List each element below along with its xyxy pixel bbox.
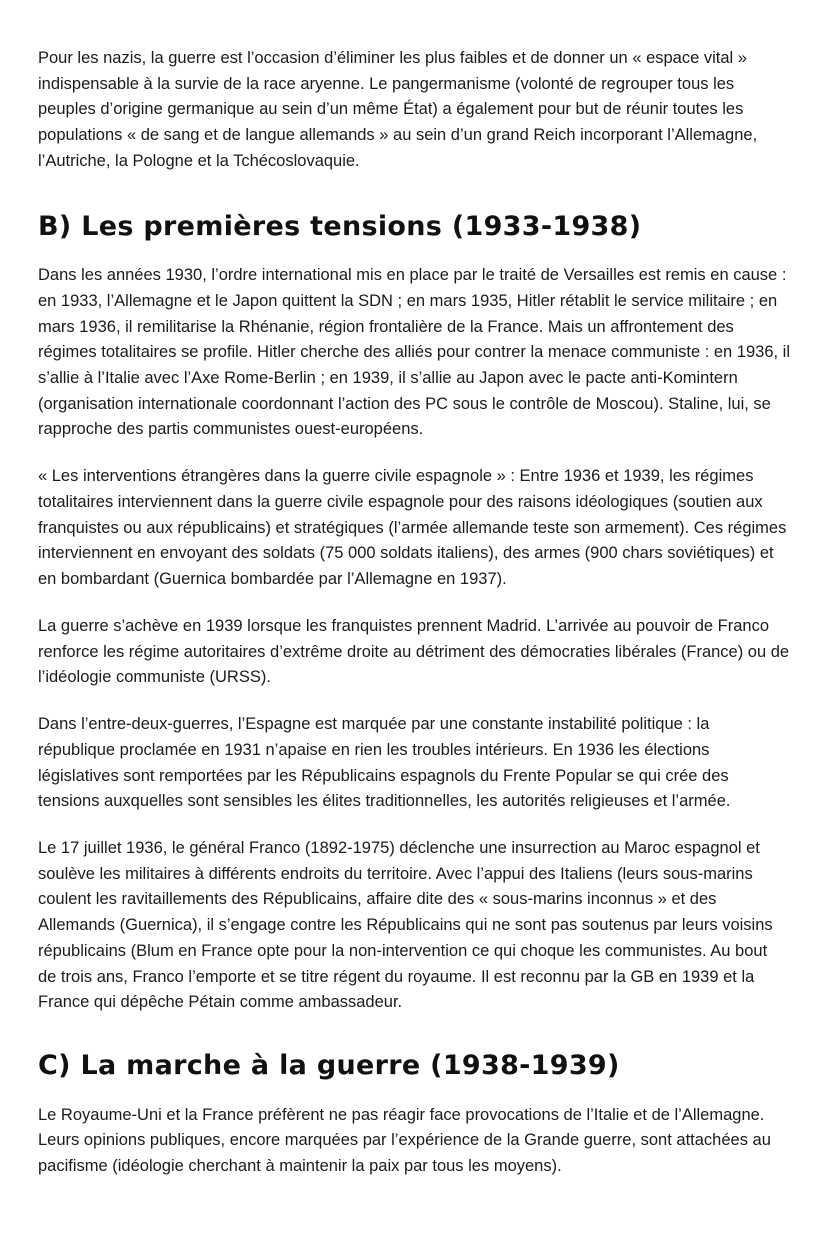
section-heading-c: C) La marche à la guerre (1938-1939) — [38, 1050, 620, 1082]
section-heading-b: B) Les premières tensions (1933-1938) — [38, 210, 642, 242]
paragraph: Le 17 juillet 1936, le général Franco (1892-1975) déclenche une insurrection au Maroc espagnol et soulève les militaires à différents endroits du territoire. Avec l’appui des Italiens (leurs sous-marins coulent les ravitaillements des Républicains, affaire dite des « sous-marins inconnus » et des Allemands (Guernica), il s’engage contre les Républicains qui ne sont pas soutenus par leurs voisins républicains (Blum en France opte pour la non-intervention ce qui choque les communistes. Au bout de trois ans, Franco l’emporte et se titre régent du royaume. Il est reconnu par la GB en 1939 et la France qui dépêche Pétain comme ambassadeur. — [38, 839, 773, 1012]
paragraph: Le Royaume-Uni et la France préfèrent ne pas réagir face provocations de l’Italie et de l’Allemagne. Leurs opinions publiques, encore marquées par l’expérience de la Grande guerre, sont attachées au pacifisme (idéologie cherchant à maintenir la paix par tous les moyens). — [38, 1105, 771, 1176]
paragraph: La guerre s’achève en 1939 lorsque les franquistes prennent Madrid. L’arrivée au pouvoir de Franco renforce les régime autoritaires d’extrême droite au détriment des démocraties libérales (France) ou de l’idéologie communiste (URSS). — [38, 616, 790, 687]
intro-paragraph: Pour les nazis, la guerre est l’occasion d’éliminer les plus faibles et de donner un « espace vital » indispensable à la survie de la race aryenne. Le pangermanisme (volonté de regrouper tous les peuples d’origine germanique au sein d’un même État) a également pour but de réunir toutes les populations « de sang et de langue allemands » au sein d’un grand Reich incorporant l’Allemagne, l’Autriche, la Pologne et la Tchécoslovaquie. — [38, 49, 758, 170]
paragraph: Dans les années 1930, l’ordre international mis en place par le traité de Versailles est remis en cause : en 1933, l’Allemagne et le Japon quittent la SDN ; en mars 1935, Hitler rétablit le service militaire ; en mars 1936, il remilitarise la Rhénanie, région frontalière de la France. Mais un affrontement des régimes totalitaires se profile. Hitler cherche des alliés pour contrer la menace communiste : en 1936, il s’allie à l’Italie avec l’Axe Rome-Berlin ; en 1939, il s’allie au Japon avec le pacte anti-Komintern (organisation internationale coordonnant l’action des PC sous le contrôle de Moscou). Staline, lui, se rapproche des partis communistes ouest-européens. — [38, 266, 791, 439]
paragraph: Dans l’entre-deux-guerres, l’Espagne est marquée par une constante instabilité politique : la république proclamée en 1931 n’apaise en rien les troubles intérieurs. En 1936 les élections législatives sont remportées par les Républicains espagnols du Frente Popular se qui crée des tensions auxquelles sont sensibles les élites traditionnelles, les autorités religieuses et l’armée. — [38, 715, 731, 811]
paragraph: « Les interventions étrangères dans la guerre civile espagnole » : Entre 1936 et 1939, les régimes totalitaires interviennent dans la guerre civile espagnole pour des raisons idéologiques (soutien aux franquistes ou aux républicains) et stratégiques (l’armée allemande teste son armement). Ces régimes interviennent en envoyant des soldats (75 000 soldats italiens), des armes (900 chars soviétiques) et en bombardant (Guernica bombardée par l’Allemagne en 1937). — [38, 467, 787, 589]
